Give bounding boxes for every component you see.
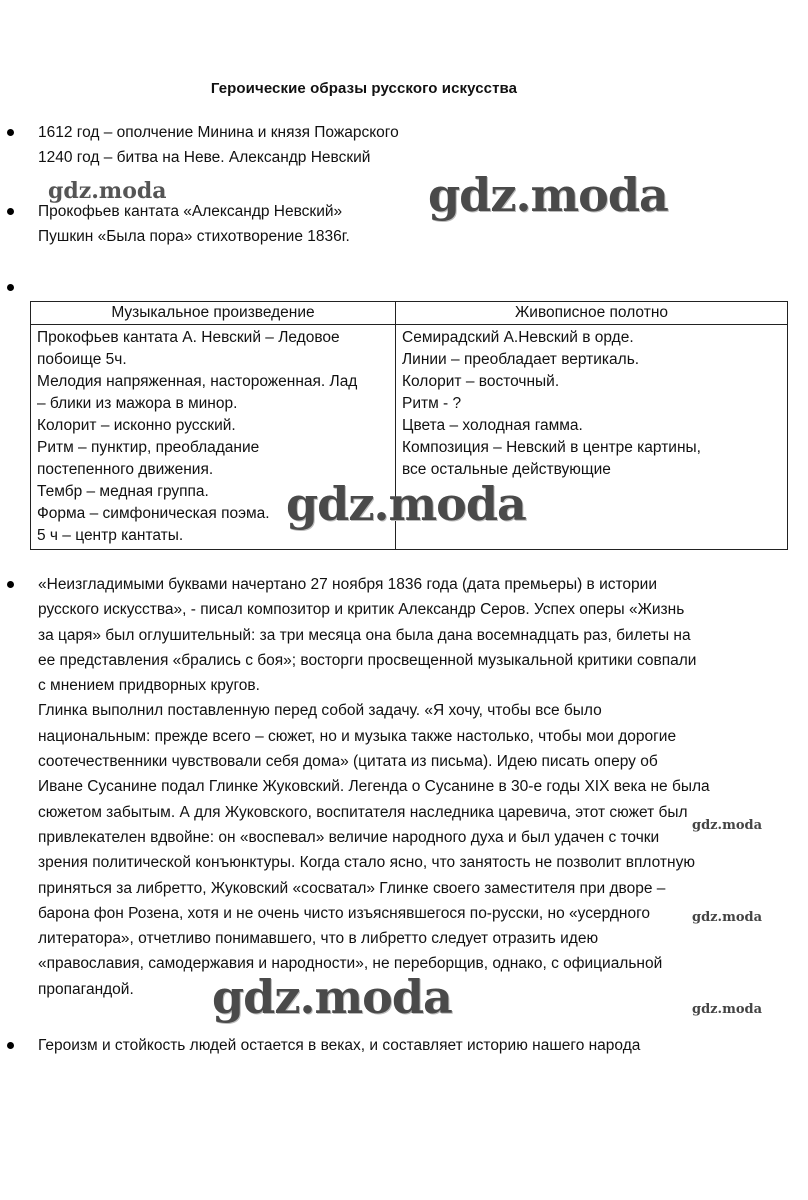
cell-line: Мелодия напряженная, настороженная. Лад <box>37 373 358 390</box>
table-header-music: Музыкальное произведение <box>31 302 396 325</box>
bullet-line: Пушкин «Была пора» стихотворение 1836г. <box>38 228 350 245</box>
paragraph-line: «православия, самодержавия и народности», не переборщив, однако, с официальной <box>38 955 663 973</box>
bullet-dot <box>7 581 14 588</box>
cell-line: Ритм - ? <box>402 395 462 412</box>
watermark-tiny: gdz.moda <box>692 910 763 925</box>
watermark-tiny: gdz.moda <box>692 1002 763 1017</box>
cell-line: Колорит – исконно русский. <box>37 417 236 434</box>
bullet-line: 1612 год – ополчение Минина и князя Пожарского <box>38 124 399 141</box>
paragraph-line: барона фон Розена, хотя и не очень чисто изъяснявшегося по-русски, но «усердного <box>38 904 651 922</box>
cell-line: – блики из мажора в минор. <box>37 395 238 412</box>
bullet-lines <box>38 1033 640 1058</box>
cell-line: все остальные действующие <box>402 461 611 478</box>
cell-line: Семирадский А.Невский в орде. <box>402 329 634 346</box>
paragraph-line: соотечественники чувствовали себя дома» (цитата из письма). Идею писать оперу об <box>38 753 658 771</box>
paragraph-line: приняться за либретто, Жуковский «сосватал» Глинке своего заместителя при дворе – <box>38 879 666 897</box>
cell-line: Линии – преобладает вертикаль. <box>402 351 640 368</box>
bullet-dot <box>7 129 14 136</box>
paragraph-line: национальным: прежде всего – сюжет, но и музыка также настолько, чтобы мои дорогие <box>38 727 677 745</box>
cell-line: 5 ч – центр кантаты. <box>37 527 184 544</box>
cell-line: постепенного движения. <box>37 461 214 478</box>
bullet-line: Героизм и стойкость людей остается в веках, и составляет историю нашего народа <box>38 1037 641 1054</box>
watermark-tiny: gdz.moda <box>692 818 763 833</box>
paragraph-line: пропагандой. <box>38 980 134 998</box>
paragraph-line: русского искусства», - писал композитор и критик Александр Серов. Успех оперы «Жизнь <box>38 601 685 619</box>
paragraph-line: ее представления «брались с боя»; восторги просвещенной музыкальной критики совпали <box>38 651 697 669</box>
bullet-lines <box>38 199 350 249</box>
cell-line: Прокофьев кантата А. Невский – Ледовое <box>37 329 340 346</box>
cell-line: Форма – симфоническая поэма. <box>37 505 270 522</box>
page-title: Героические образы русского искусства <box>210 80 518 97</box>
cell-line: Композиция – Невский в центре картины, <box>402 439 701 456</box>
watermark-small: gdz.moda <box>48 178 167 204</box>
glinka-paragraph <box>38 572 778 1002</box>
watermark-large: gdz.moda <box>286 477 526 531</box>
bullet-line: 1240 год – битва на Неве. Александр Невский <box>38 149 371 166</box>
paragraph-line: Глинка выполнил поставленную перед собой задачу. «Я хочу, чтобы все было <box>38 702 602 720</box>
table-header-row <box>31 302 788 325</box>
watermark-large: gdz.moda <box>428 168 668 222</box>
paragraph-line: зрения политической конъюнктуры. Когда стало ясно, что занятость не позволит вплотную <box>38 854 695 872</box>
bullet-lines <box>38 120 399 170</box>
paragraph-line: привлекателен вдвойне: он «воспевал» величие народного духа и был удачен с точки <box>38 828 660 846</box>
bullet-dot <box>7 208 14 215</box>
cell-line: побоище 5ч. <box>37 351 127 368</box>
paragraph-line: литератора», отчетливо понимавшего, что в либретто следует отразить идею <box>38 930 599 948</box>
table-header-painting: Живописное полотно <box>396 302 788 325</box>
paragraph-line: с мнением придворных кругов. <box>38 677 260 695</box>
bullet-line: Прокофьев кантата «Александр Невский» <box>38 203 343 220</box>
bullet-dot <box>7 284 14 291</box>
watermark-large: gdz.moda <box>212 970 452 1024</box>
cell-line: Тембр – медная группа. <box>37 483 209 500</box>
paragraph-line: за царя» был оглушительный: за три месяца она была дана восемнадцать раз, билеты на <box>38 626 691 644</box>
paragraph-line: «Неизгладимыми буквами начертано 27 ноября 1836 года (дата премьеры) в истории <box>38 576 657 593</box>
paragraph-line: сюжетом забытым. А для Жуковского, воспитателя наследника царевича, этот сюжет был <box>38 803 688 821</box>
cell-line: Ритм – пунктир, преобладание <box>37 439 260 456</box>
paragraph-line: Иване Сусанине подал Глинке Жуковский. Легенда о Сусанине в 30-е годы XIX века не была <box>38 778 710 796</box>
cell-line: Цвета – холодная гамма. <box>402 417 583 434</box>
bullet-dot <box>7 1042 14 1049</box>
cell-line: Колорит – восточный. <box>402 373 560 390</box>
